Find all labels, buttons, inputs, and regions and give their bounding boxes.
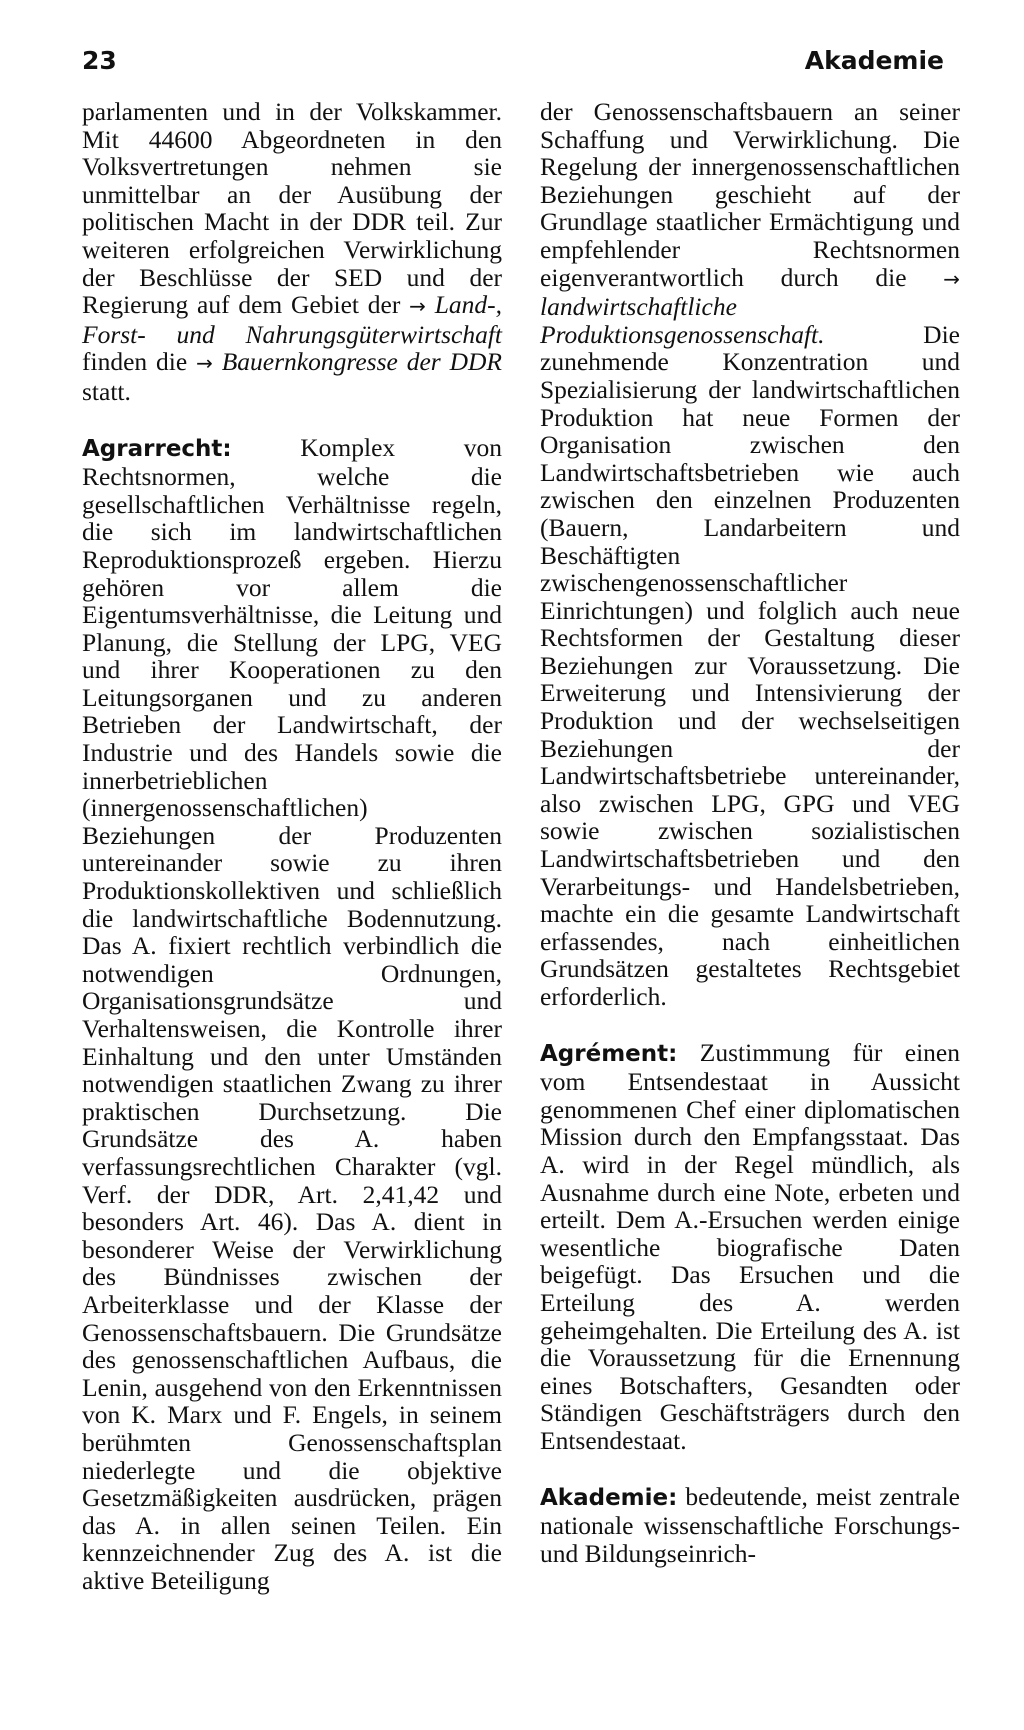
continued-entry-text	[540, 98, 960, 1011]
page-header	[82, 46, 944, 86]
right-column	[540, 98, 960, 1567]
entry-definition: Komplex von Rechtsnormen, welche die gesellschaftlichen Verhältnisse regeln, die sich im landwirtschaftlichen Reproduktionsprozeß ergeben. Hierzu gehören vor allem die Eigentumsverhältnisse, die Leitung und Planung, die Stellung der LPG, VEG und ihrer Kooperationen zu den Leitungsorganen und zu anderen Betrieben der Landwirtschaft, der Industrie und des Handels sowie die innerbetrieblichen (innergenossenschaftlichen) Beziehungen der Produzenten untereinander sowie zu ihren Produktionskollektiven und schließlich die landwirtschaftliche Bodennutzung. Das A. fixiert rechtlich verbindlich die notwendigen Ordnungen, Organisationsgrundsätze und Verhaltensweisen, die Kontrolle ihrer Einhaltung und den unter Umständen notwendigen staatlichen Zwang zu ihrer praktischen Durchsetzung. Die Grundsätze des A. haben verfassungsrechtlichen Charakter (vgl. Verf. der DDR, Art. 2,41,42 und besonders Art. 46). Das A. dient in besonderer Weise der Verwirklichung des Bündnisses zwischen der Arbeiterklasse und der Klasse der Genossenschaftsbauern. Die Grundsätze des genossenschaftlichen Aufbaus, die Lenin, ausgehend von den Erkenntnissen von K. Marx und F. Engels, in seinem berühmten Genossenschaftsplan niederlegte und die objektive Gesetzmäßigkeiten ausdrücken, prägen das A. in allen seinen Teilen. Ein kennzeichnender Zug des A. ist die aktive Beteiligung	[82, 432, 502, 1595]
text-segment: statt.	[82, 376, 131, 406]
text-segment: parlamenten und in der Volkskammer. Mit 44600 Abgeordneten in den Volksvertretungen nehmen sie unmittelbar an der Ausübung der politischen Macht in der DDR teil. Zur weiteren erfolgreichen Verwirklichung der Beschlüsse der SED und der Regierung auf dem Gebiet der	[82, 97, 502, 320]
headword: Agrarrecht:	[82, 435, 232, 462]
headword: Akademie:	[540, 1484, 678, 1511]
running-head: Akademie	[804, 46, 944, 75]
cross-reference-arrow-icon: →	[409, 294, 426, 319]
entry-akademie	[540, 1483, 960, 1568]
entry-agrarrecht	[82, 434, 502, 1595]
cross-reference-link[interactable]: Land-, Forst- und Nahrungsgüterwirtschaft	[82, 290, 503, 349]
entry-agrement	[540, 1039, 960, 1455]
entry-definition: bedeutende, meist zentrale nationale wissenschaftliche Forschungs- und Bildungseinrich-	[540, 1481, 960, 1568]
left-column	[82, 98, 502, 1594]
cross-reference-link[interactable]: Bauernkongresse der DDR	[221, 347, 502, 377]
entry-definition: Zustimmung für einen vom Entsendestaat in Aussicht genommenen Chef einer diplomatischen Mission durch den Empfangsstaat. Das A. wird in der Regel mündlich, als Ausnahme durch eine Note, erbeten und erteilt. Dem A.-Ersuchen werden einige wesentliche biografische Daten beigefügt. Das Ersuchen und die Erteilung des A. werden geheimgehalten. Die Erteilung des A. ist die Voraussetzung für die Ernennung eines Botschafters, Gesandten oder Ständigen Geschäftsträgers durch den Entsendestaat.	[540, 1037, 960, 1455]
continued-entry-text	[82, 98, 502, 406]
text-segment: der Genossenschaftsbauern an seiner Schaffung und Verwirklichung. Die Regelung der innergenossenschaftlichen Beziehungen geschieht auf der Grundlage staatlicher Ermächtigung und empfehlender Rechtsnormen eigenverantwortlich durch die	[540, 97, 960, 292]
cross-reference-link[interactable]: landwirtschaftliche Produktionsgenossenschaft.	[540, 292, 825, 349]
cross-reference-arrow-icon: →	[943, 266, 960, 291]
text-segment: Die zunehmende Konzentration und Spezialisierung der landwirtschaftlichen Produktion hat neue Formen der Organisation zwischen den Landwirtschaftsbetrieben wie auch zwischen den einzelnen Produzenten (Bauern, Landarbeitern und Beschäftigten zwischengenossenschaftlicher Einrichtungen) und folglich auch neue Rechtsformen der Gestaltung dieser Beziehungen zur Voraussetzung. Die Erweiterung und Intensivierung der Produktion und der wechselseitigen Beziehungen der Landwirtschaftsbetriebe untereinander, also zwischen LPG, GPG und VEG sowie zwischen sozialistischen Landwirtschaftsbetrieben und den Verarbeitungs- und Handelsbetrieben, machte ein die gesamte Landwirtschaft erfassendes, nach einheitlichen Grundsätzen gestaltetes Rechtsgebiet erforderlich.	[540, 319, 960, 1011]
cross-reference-arrow-icon: →	[196, 351, 213, 376]
text-segment: finden die	[82, 347, 197, 377]
page-number: 23	[82, 46, 117, 75]
headword: Agrément:	[540, 1040, 678, 1067]
